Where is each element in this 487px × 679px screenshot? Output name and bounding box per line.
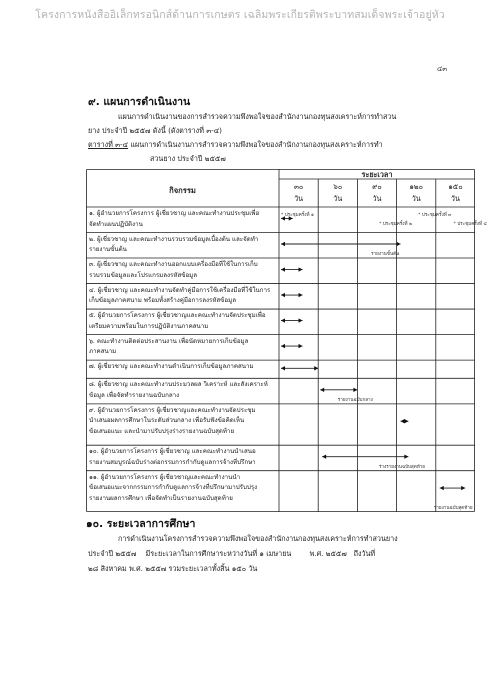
period-header: ระยะเวลา	[361, 170, 393, 179]
period-unit-3: วัน	[411, 194, 421, 203]
note-row8: รายงานฉบับกลาง	[337, 397, 373, 403]
arrowhead-left-row-11	[440, 486, 444, 490]
arrowhead-right-row-7	[314, 366, 318, 370]
activity-row-6-line1: ๖. คณะทำงานติดต่อประสานงาน เพื่อนัดหมายการเก็บข้อมูล	[89, 337, 249, 345]
arrowhead-left-row-8	[320, 388, 324, 392]
arrowhead-left-row-9	[401, 419, 405, 423]
period-unit-4: วัน	[450, 194, 460, 203]
activity-row-7-line1: ๗. ผู้เชี่ยวชาญ และคณะทำงานดำเนินการเก็บข้อมูลภาคสนาม	[89, 363, 254, 371]
activity-row-1-line2: จัดทำแผนปฏิบัติงาน	[89, 220, 143, 228]
arrowhead-right-row-8	[353, 388, 357, 392]
activity-row-9-line1: ๙. ผู้อำนวยการโครงการ ผู้เชี่ยวชาญและคณะทำงานจัดประชุม	[89, 406, 256, 414]
note-row11: รายงานฉบับสุดท้าย	[433, 506, 473, 511]
section-9-title: ๙. แผนการดำเนินงาน	[88, 96, 191, 108]
activity-row-9-line3: ข้อเสนอแนะ และนำมาปรับปรุงร่างรายงานฉบับสุดท้าย	[89, 427, 235, 435]
note-row10: ร่างรายงานฉบับสุดท้าย	[378, 464, 425, 470]
arrowhead-right-row-3	[299, 267, 303, 271]
milestone-1: * ประชุมครั้งที่ ๑	[280, 213, 314, 218]
section-9-para-line2: ยาง ประจำปี ๒๕๕๗ ดังนี้ (ดังตารางที่ ๓-๔)	[88, 126, 222, 135]
activity-row-3-line1: ๓. ผู้เชี่ยวชาญ และคณะทำงานออกแบบเครื่องมือที่ใช้ในการเก็บ	[89, 261, 258, 269]
period-days-1: ๖๐	[333, 182, 343, 191]
note-row2: รายงานขั้นต้น	[371, 252, 400, 258]
period-unit-1: วัน	[333, 194, 343, 203]
activity-row-5-line2: เตรียมความพร้อมในการปฏิบัติงานภาคสนาม	[89, 322, 209, 330]
section-10-line3: ๒๘ สิงหาคม พ.ศ. ๒๕๕๗ รวมระยะเวลาทั้งสิ้น ๑๕๐ วัน	[88, 564, 258, 573]
arrowhead-right-row-11	[461, 486, 465, 490]
arrowhead-right-row-2	[397, 242, 401, 246]
activity-row-1-line1: ๑. ผู้อำนวยการโครงการ ผู้เชี่ยวชาญ และคณะทำงานประชุมเพื่อ	[89, 210, 260, 217]
activity-row-11-line2: ข้อเสนอแนะจากกรรมการกำกับดูแลการจ้างที่ปรึกษามาปรับปรุง	[89, 484, 258, 492]
arrowhead-left-row-5	[281, 318, 285, 322]
activity-header: กิจกรรม	[169, 186, 196, 195]
activity-row-11-line3: รายงานผลการศึกษา เพื่อจัดทำเป็นรายงานฉบับสุดท้าย	[89, 494, 233, 502]
arrowhead-left-row-2	[281, 242, 285, 246]
period-unit-2: วัน	[372, 194, 382, 203]
activity-row-9-line2: นำเสนอผลการศึกษาในระดับส่วนกลาง เพื่อรับฟังข้อคิดเห็น	[89, 417, 245, 425]
arrowhead-right-row-10	[404, 454, 408, 458]
arrowhead-left-row-6	[281, 344, 285, 348]
activity-row-10-line1: ๑๐. ผู้อำนวยการโครงการ ผู้เชี่ยวชาญ และคณะทำงานนำเสนอ	[89, 448, 256, 456]
section-10-line2: ประจำปี ๒๕๕๗ มีระยะเวลาในการศึกษาระหว่างวันที่ ๑ เมษายน พ.ศ. ๒๕๕๗ ถึงวันที่	[88, 549, 376, 558]
period-days-0: ๓๐	[293, 182, 304, 191]
table-caption-label: ตารางที่ ๓-๔	[88, 140, 129, 149]
activity-row-6-line2: ภาคสนาม	[89, 348, 117, 356]
activity-row-4-line2: เก็บข้อมูลภาคสนาม พร้อมทั้งสร้างคู่มือการลงรหัสข้อมูล	[89, 297, 237, 305]
arrowhead-right-row-4	[299, 293, 303, 297]
arrowhead-right-row-5	[299, 318, 303, 322]
section-9-para-line1: แผนการดำเนินงานของการสำรวจความพึงพอใจของสำนักงานกองทุนสงเคราะห์การทำสวน	[118, 112, 397, 121]
page-number: ๔๓	[437, 65, 448, 73]
activity-row-2-line2: รายงานขั้นต้น	[89, 246, 127, 254]
arrowhead-left-row-10	[322, 454, 326, 458]
table-caption-line2: สวนยาง ประจำปี ๒๕๕๗	[150, 154, 226, 163]
arrowhead-right-row-9	[404, 419, 408, 423]
activity-row-2-line1: ๒. ผู้เชี่ยวชาญ และคณะทำงานรวบรวมข้อมูลเบื้องต้น และจัดทำ	[89, 235, 259, 243]
arrowhead-right-row-6	[299, 344, 303, 348]
activity-row-10-line2: รายงานสมบูรณ์ฉบับร่างต่อกรรมการกำกับดูแลการจ้างที่ปรึกษา	[89, 458, 256, 466]
milestone-2: * ประชุมครั้งที่ ๒	[378, 222, 413, 227]
arrowhead-left-row-7	[281, 366, 285, 370]
milestone-3: * ประชุมครั้งที่ ๓	[418, 213, 452, 218]
arrowhead-left-row-4	[281, 293, 285, 297]
activity-row-4-line1: ๔. ผู้เชี่ยวชาญ และคณะทำงานจัดทำคู่มือการใช้เครื่องมือที่ใช้ในการ	[89, 286, 271, 294]
activity-row-11-line1: ๑๑. ผู้อำนวยการโครงการ ผู้เชี่ยวชาญและคณะทำงานนำ	[89, 473, 241, 481]
section-10-title: ๑๐. ระยะเวลาการศึกษา	[86, 518, 196, 530]
period-days-3: ๑๒๐	[409, 182, 424, 191]
activity-row-5-line1: ๕. ผู้อำนวยการโครงการ ผู้เชี่ยวชาญและคณะทำงานจัดประชุมเพื่อ	[89, 312, 266, 320]
activity-row-3-line2: รวบรวมข้อมูลและโปรแกรมลงรหัสข้อมูล	[89, 271, 198, 279]
table-caption-line1	[88, 138, 383, 152]
section-10-line1: การดำเนินงานโครงการสำรวจความพึงพอใจของสำนักงานกองทุนสงเคราะห์การทำสวนยาง	[118, 534, 398, 543]
schedule-table	[86, 169, 487, 512]
arrowhead-left-row-3	[281, 267, 285, 271]
table-caption-text: แผนการดำเนินงานการสำรวจความพึงพอใจของสำนักงานกองทุนสงเคราะห์การทำ	[128, 140, 383, 149]
activity-row-8-line2: ข้อมูล เพื่อจัดทำรายงานฉบับกลาง	[89, 391, 180, 399]
milestone-4: * ประชุมครั้งที่ ๔	[453, 222, 487, 227]
period-days-2: ๙๐	[372, 182, 382, 191]
activity-row-8-line1: ๘. ผู้เชี่ยวชาญ และคณะทำงานประมวลผล วิเคราะห์ และสังเคราะห์	[89, 381, 268, 389]
period-days-4: ๑๕๐	[448, 182, 463, 191]
period-unit-0: วัน	[294, 194, 304, 203]
page-header: โครงการหนังสืออิเล็กทรอนิกส์ด้านการเกษตร เฉลิมพระเกียรติพระบาทสมเด็จพระเจ้าอยู่หัว	[35, 9, 445, 21]
